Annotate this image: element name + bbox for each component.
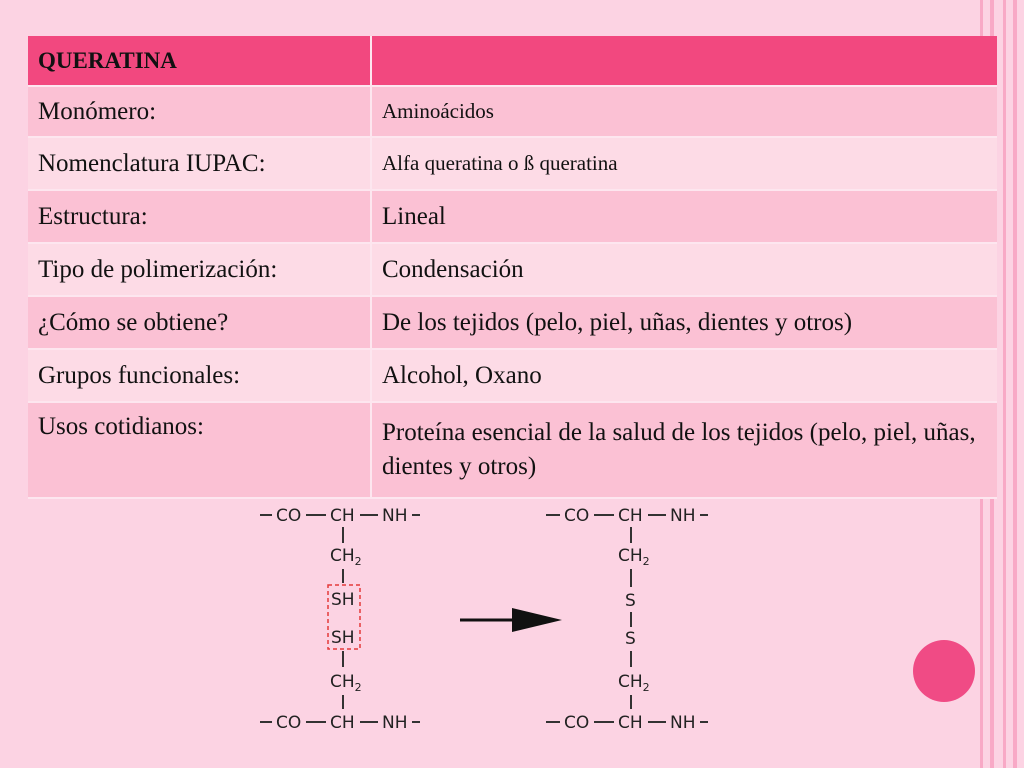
row-value: Aminoácidos — [371, 86, 997, 137]
row-value: Proteína esencial de la salud de los tejidos (pelo, piel, uñas, dientes y otros) — [371, 402, 997, 498]
left-bottom-co: CO — [276, 713, 302, 733]
disulfide-reaction-diagram — [250, 495, 730, 745]
table-title: QUERATINA — [28, 36, 371, 86]
frame-line — [1003, 0, 1006, 768]
row-label: Tipo de polimerización: — [28, 243, 371, 296]
table-row — [28, 243, 997, 296]
row-label: Grupos funcionales: — [28, 349, 371, 402]
decorative-circle — [913, 640, 975, 702]
table-row — [28, 349, 997, 402]
row-value: Alfa queratina o ß queratina — [371, 137, 997, 190]
right-bottom-co: CO — [564, 713, 590, 733]
left-top-nh: NH — [382, 506, 408, 526]
row-label: Monómero: — [28, 86, 371, 137]
right-sulfur-2: S — [625, 629, 636, 649]
row-label: Nomenclatura IUPAC: — [28, 137, 371, 190]
table-row — [28, 86, 997, 137]
row-label: Estructura: — [28, 190, 371, 243]
row-value: Lineal — [371, 190, 997, 243]
right-structure — [546, 506, 708, 733]
left-thiol-1: SH — [331, 590, 355, 610]
left-bottom-nh: NH — [382, 713, 408, 733]
row-label: Usos cotidianos: — [28, 402, 371, 498]
right-ch2-top: $CH_2$ — [618, 546, 650, 568]
row-value: Alcohol, Oxano — [371, 349, 997, 402]
right-top-co: CO — [564, 506, 590, 526]
right-ch2-bottom: $CH_2$ — [618, 672, 650, 694]
right-top-ch: CH — [618, 506, 643, 526]
right-bottom-ch: CH — [618, 713, 643, 733]
left-ch2-bottom: $CH_2$ — [330, 672, 362, 694]
right-bottom-nh: NH — [670, 713, 696, 733]
table-header-value — [371, 36, 997, 86]
left-ch2-top: $CH_2$ — [330, 546, 362, 568]
table-row — [28, 137, 997, 190]
left-structure — [260, 506, 420, 733]
left-bottom-ch: CH — [330, 713, 355, 733]
reaction-arrow — [460, 608, 562, 632]
row-value: Condensación — [371, 243, 997, 296]
keratin-table — [28, 36, 997, 499]
right-sulfur-1: S — [625, 591, 636, 611]
table-header-row — [28, 36, 997, 86]
frame-line — [1013, 0, 1017, 768]
right-top-nh: NH — [670, 506, 696, 526]
left-thiol-2: SH — [331, 628, 355, 648]
table-row — [28, 190, 997, 243]
row-label: ¿Cómo se obtiene? — [28, 296, 371, 349]
table-row — [28, 402, 997, 498]
left-top-ch: CH — [330, 506, 355, 526]
row-value: De los tejidos (pelo, piel, uñas, dientes y otros) — [371, 296, 997, 349]
left-top-co: CO — [276, 506, 302, 526]
table-row — [28, 296, 997, 349]
